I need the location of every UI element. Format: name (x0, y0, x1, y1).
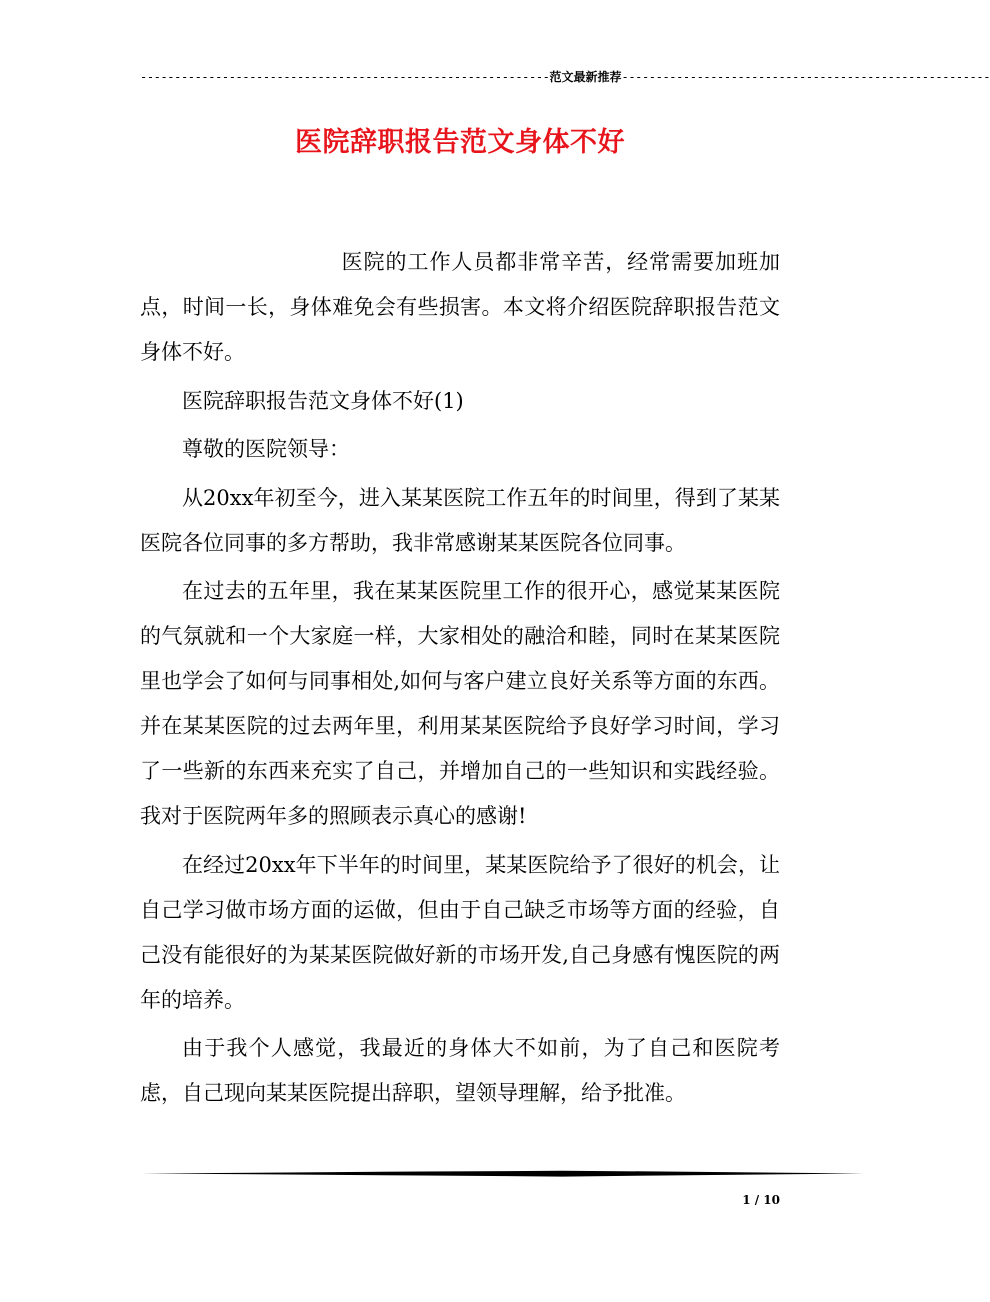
body-paragraph: 在经过20xx年下半年的时间里，某某医院给予了很好的机会，让自己学习做市场方面的运做，但由于自己缺乏市场等方面的经验，自己没有能很好的为某某医院做好新的市场开发,自己身感有愧医院的两年的培养。 (140, 852, 780, 1012)
page-header (140, 68, 990, 85)
body-paragraph: 从20xx年初至今，进入某某医院工作五年的时间里，得到了某某医院各位同事的多方帮助，我非常感谢某某医院各位同事。 (140, 485, 780, 555)
document-title: 医院辞职报告范文身体不好 (295, 127, 625, 158)
section-heading: 医院辞职报告范文身体不好(1) (182, 388, 464, 413)
salutation: 尊敬的医院领导： (182, 437, 350, 461)
page-number: 1 / 10 (742, 1193, 780, 1207)
footer-rule (142, 1170, 864, 1178)
header-dashes-left: ------------------------------------------------------------ (140, 70, 550, 84)
body-paragraph: 由于我个人感觉，我最近的身体大不如前，为了自己和医院考虑，自己现向某某医院提出辞职，望领导理解，给予批准。 (140, 1036, 780, 1105)
body-paragraph: 在过去的五年里，我在某某医院里工作的很开心，感觉某某医院的气氛就和一个大家庭一样，大家相处的融洽和睦，同时在某某医院里也学会了如何与同事相处,如何与客户建立良好关系等方面的东西。并在某某医院的过去两年里，利用某某医院给予良好学习时间，学习了一些新的东西来充实了自己，并增加自己的一些知识和实践经验。我对于医院两年多的照顾表示真心的感谢! (140, 579, 780, 828)
document-body (140, 240, 780, 1120)
header-label: 范文最新推荐 (549, 70, 622, 84)
intro-paragraph: 医院的工作人员都非常辛苦，经常需要加班加点，时间一长，身体难免会有些损害。本文将介绍医院辞职报告范文身体不好。 (140, 250, 780, 364)
header-dashes-right: ------------------------------------------------------ (621, 70, 990, 84)
